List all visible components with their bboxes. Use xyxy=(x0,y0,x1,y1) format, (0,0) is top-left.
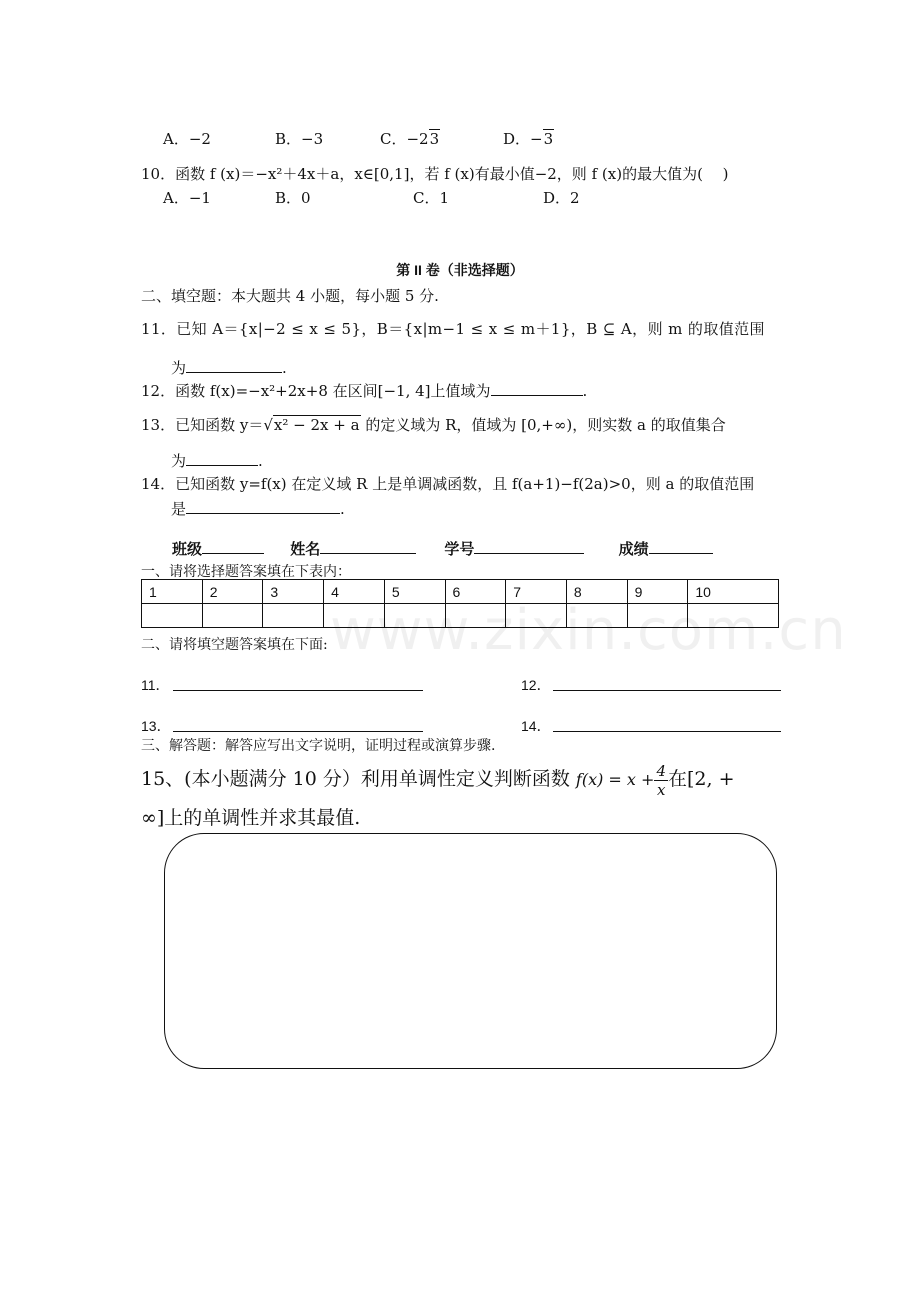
fill-answer-12-label: 12． xyxy=(521,677,551,693)
q9-option-c: C．−23 xyxy=(380,130,440,148)
q11-line1: 11．已知 A＝{x|−2 ≤ x ≤ 5}，B＝{x|m−1 ≤ x ≤ m＋1}，B ⊆ A，则 m 的取值范围 xyxy=(141,320,765,338)
table-header-cell: 10 xyxy=(688,580,779,604)
q10-option-a: A．−1 xyxy=(163,189,211,207)
fill-answer-11-line[interactable] xyxy=(173,690,423,691)
student-info-line xyxy=(172,538,713,559)
fill-answer-14-line[interactable] xyxy=(553,731,781,732)
fill-answer-13-label: 13． xyxy=(141,718,171,734)
table-header-cell: 5 xyxy=(384,580,445,604)
q14-line2: 是 . xyxy=(171,500,345,518)
q9-option-b: B．−3 xyxy=(275,130,324,148)
table-header-cell: 8 xyxy=(566,580,627,604)
table-header-cell: 1 xyxy=(142,580,203,604)
name-label: 姓名 xyxy=(290,541,321,558)
fill-heading: 二、填空题：本大题共 4 小题，每小题 5 分. xyxy=(141,287,439,305)
table-header-cell: 9 xyxy=(627,580,688,604)
q15-line1: 15、(本小题满分 10 分）利用单调性定义判断函数 f(x) = x + $\frac{4}{x}$ 在[2, + xyxy=(141,761,735,799)
section2-title: 第 II 卷（非选择题） xyxy=(396,262,524,278)
fill-answer-heading: 二、请将填空题答案填在下面: xyxy=(141,637,328,653)
q13-line2: 为 . xyxy=(171,452,263,470)
q10-options xyxy=(163,187,783,207)
q10-option-d: D．2 xyxy=(543,189,580,207)
table-header-cell: 3 xyxy=(263,580,324,604)
q12-text: 12．函数 f(x)=−x²+2x+8 在区间[−1, 4]上值域为 . xyxy=(141,382,588,400)
table-header-cell: 6 xyxy=(445,580,506,604)
q13-blank[interactable] xyxy=(186,451,258,466)
q9-option-d: D．−3 xyxy=(503,130,554,148)
fill-answer-11-label: 11． xyxy=(141,677,170,693)
fill-answer-12-line[interactable] xyxy=(553,690,781,691)
table-header-cell: 7 xyxy=(506,580,567,604)
q10-text: 10．函数 f (x)＝−x²＋4x＋a，x∈[0,1]，若 f (x)有最小值−2，则 f (x)的最大值为( ) xyxy=(141,165,729,183)
fill-answer-14-label: 14． xyxy=(521,718,551,734)
q12-blank[interactable] xyxy=(491,381,583,396)
id-field[interactable] xyxy=(474,539,584,554)
q11-blank[interactable] xyxy=(186,358,282,373)
table-header-cell: 2 xyxy=(202,580,263,604)
score-field[interactable] xyxy=(649,539,713,554)
q13-line1: 13．已知函数 y＝√x² − 2x + a 的定义域为 R，值域为 [0,+∞)，则实数 a 的取值集合 xyxy=(141,416,726,434)
q11-line2: 为 . xyxy=(171,359,287,377)
q10-option-b: B．0 xyxy=(275,189,311,207)
choice-heading: 一、请将选择题答案填在下表内： xyxy=(141,564,351,580)
table-header-cell: 4 xyxy=(324,580,385,604)
q14-blank[interactable] xyxy=(186,499,340,514)
answer-cell[interactable] xyxy=(202,604,263,628)
q15-line2: ∞]上的单调性并求其最值. xyxy=(141,807,361,829)
class-label: 班级 xyxy=(172,541,203,558)
fill-answer-13-line[interactable] xyxy=(173,731,423,732)
q14-line1: 14．已知函数 y=f(x) 在定义域 R 上是单调减函数，且 f(a+1)−f(2a)>0，则 a 的取值范围 xyxy=(141,475,755,493)
watermark: www.zixin.com.cn xyxy=(330,598,847,663)
solve-heading: 三、解答题：解答应写出文字说明，证明过程或演算步骤. xyxy=(141,738,496,754)
class-field[interactable] xyxy=(202,539,264,554)
q15-answer-box[interactable] xyxy=(164,833,777,1069)
sqrt-symbol: √ xyxy=(263,416,273,434)
q9-options xyxy=(163,128,783,148)
q9-option-a: A．−2 xyxy=(163,130,211,148)
score-label: 成绩 xyxy=(618,541,649,558)
q10-option-c: C．1 xyxy=(413,189,450,207)
name-field[interactable] xyxy=(320,539,416,554)
answer-cell[interactable] xyxy=(263,604,324,628)
id-label: 学号 xyxy=(444,541,475,558)
answer-cell[interactable] xyxy=(142,604,203,628)
